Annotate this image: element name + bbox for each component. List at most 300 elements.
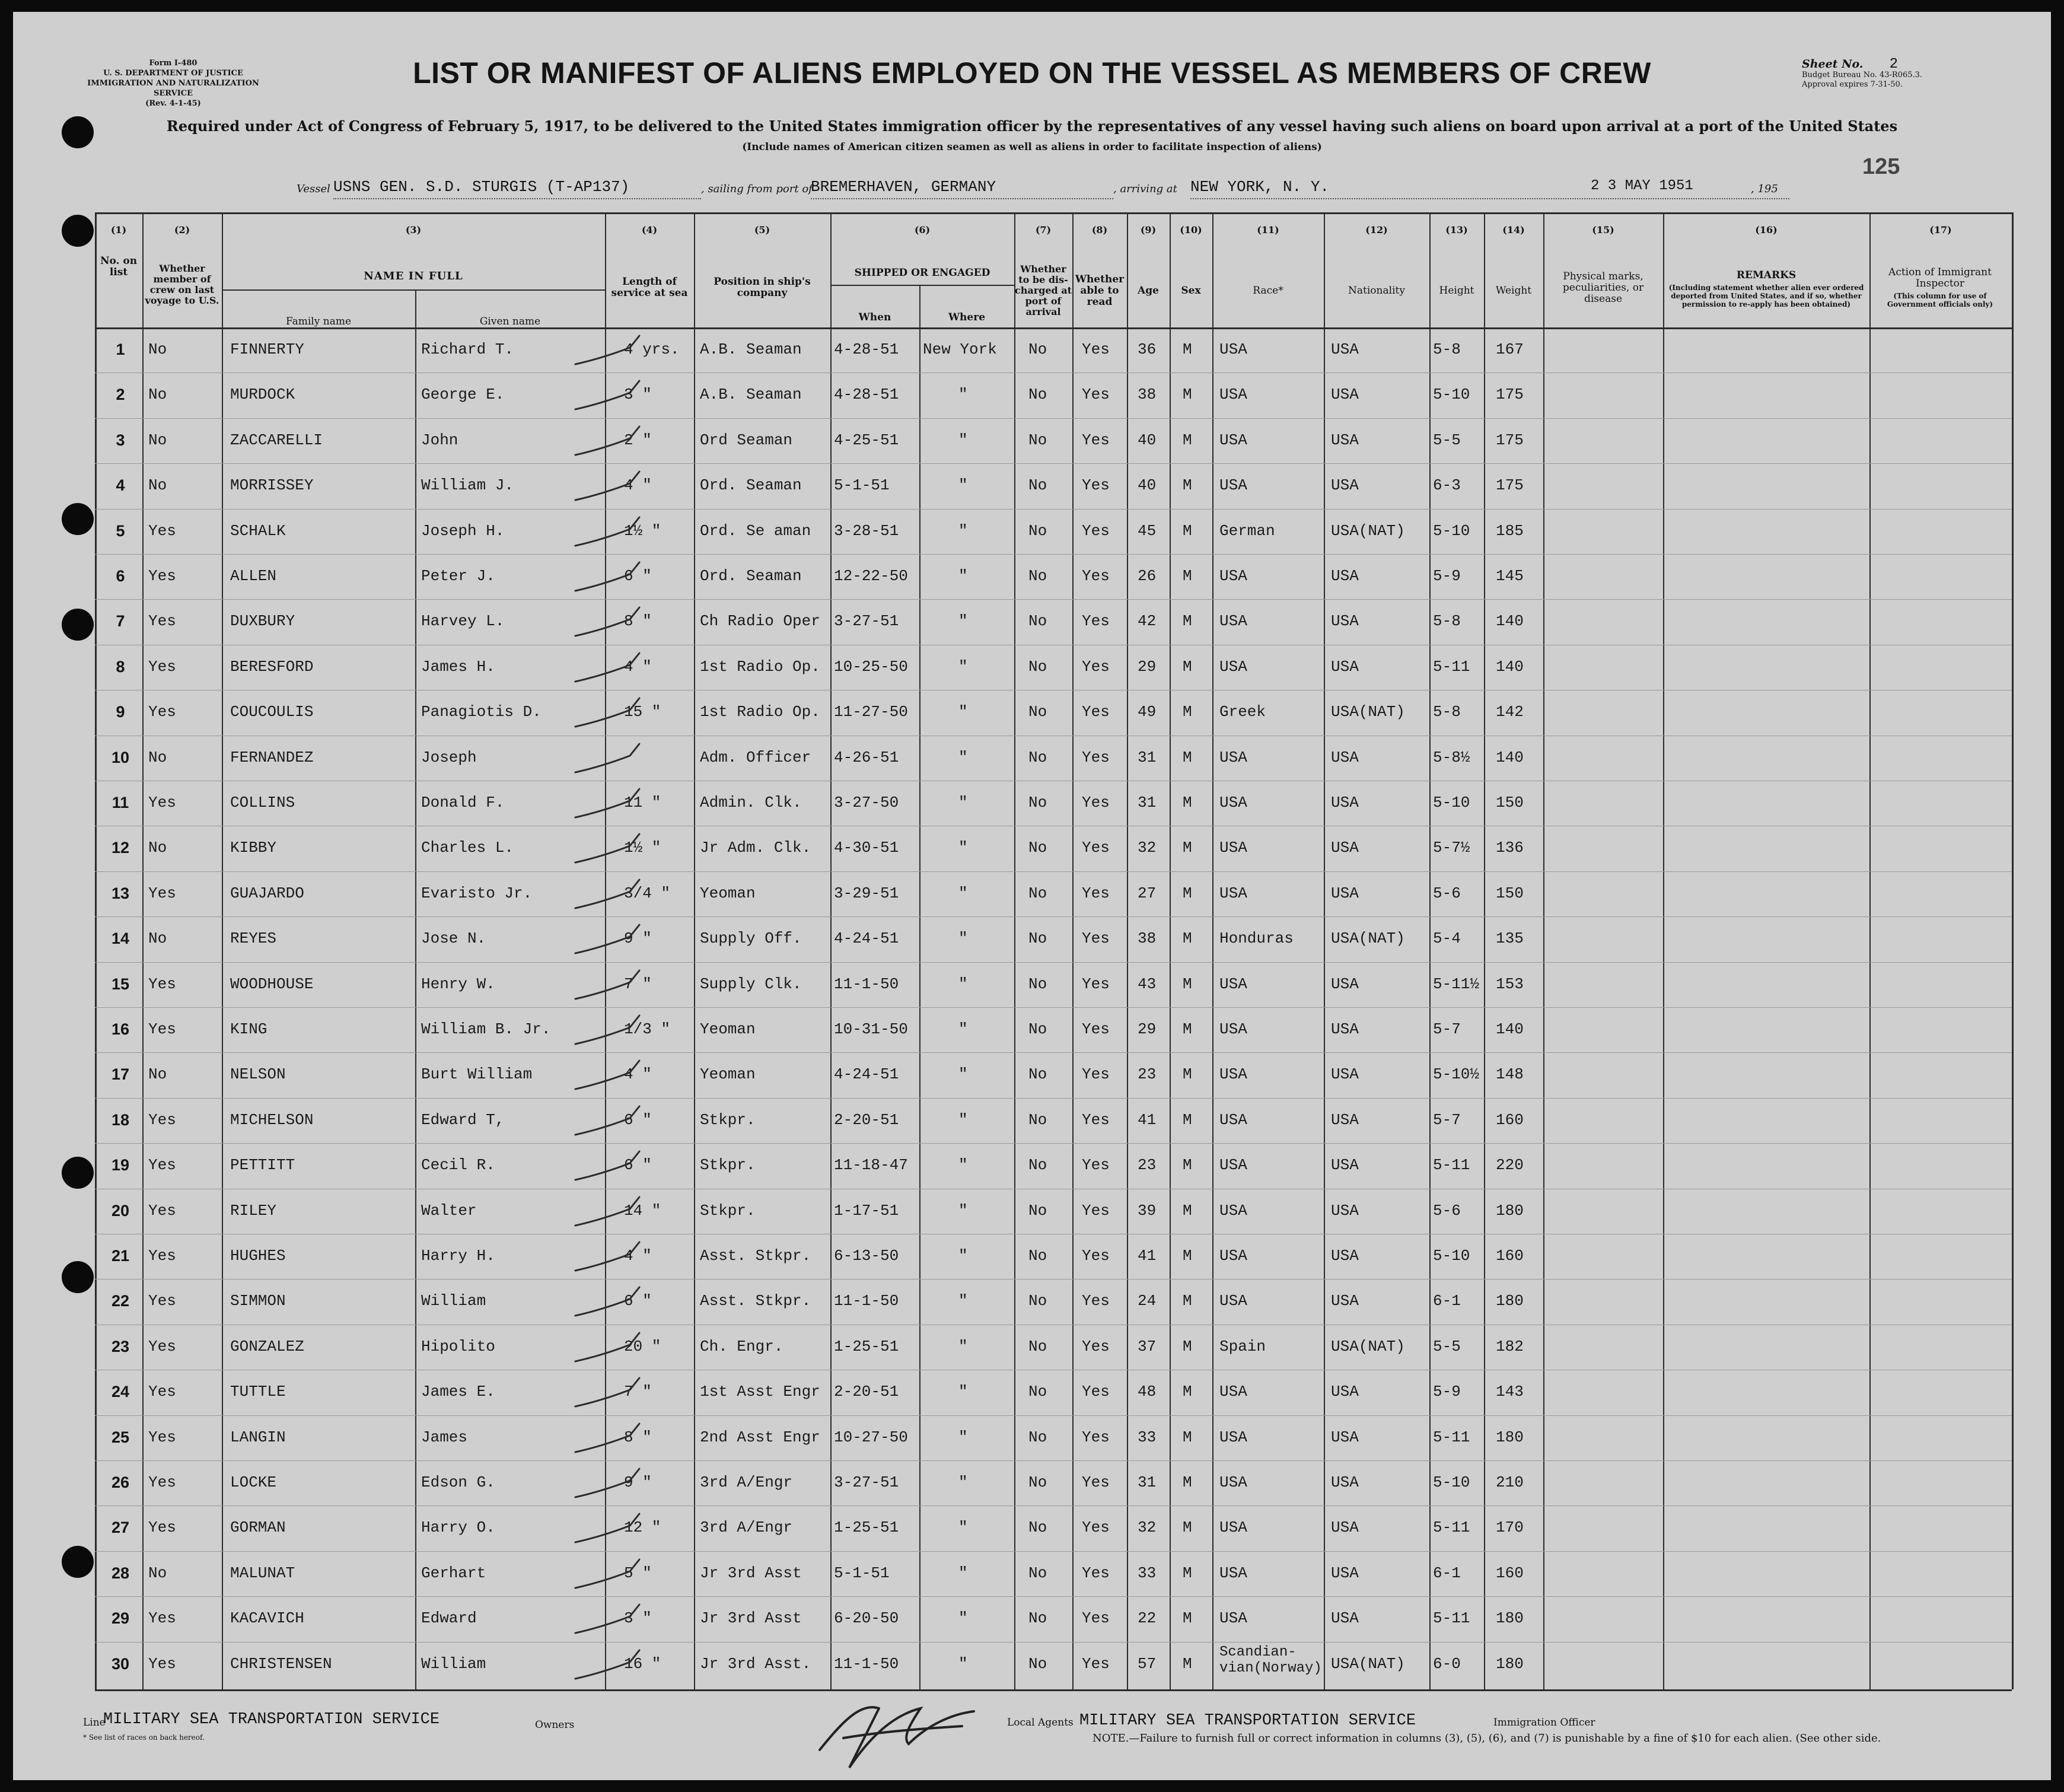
cell-when: 4-26-51 <box>834 748 899 766</box>
cell-weight: 185 <box>1496 521 1524 540</box>
header-no-on-list <box>95 237 142 297</box>
row-divider <box>95 1415 2012 1416</box>
sailing-label: , sailing from port of <box>701 183 813 195</box>
cell-last-voyage: Yes <box>148 884 176 902</box>
cell-given-name: William B. Jr. <box>421 1020 551 1038</box>
cell-discharged: No <box>1028 657 1047 676</box>
header-text: REMARKS <box>1736 269 1797 281</box>
cell-height: 5-10½ <box>1433 1065 1480 1084</box>
cell-service: 16 " <box>624 1654 661 1673</box>
cell-nationality: USA(NAT) <box>1331 521 1405 540</box>
cell-race: Spain <box>1219 1337 1266 1355</box>
cell-where: " <box>958 884 968 902</box>
cell-height: 5-11 <box>1433 1428 1470 1446</box>
cell-given-name: Edson G. <box>421 1473 495 1491</box>
column-number: (10) <box>1180 224 1202 235</box>
cell-last-voyage: Yes <box>148 1247 176 1265</box>
cell-nationality: USA(NAT) <box>1331 1654 1405 1673</box>
cell-row-number: 15 <box>111 975 130 993</box>
cell-last-voyage: Yes <box>148 1428 176 1446</box>
column-divider <box>694 212 695 1689</box>
header-text: Race* <box>1253 284 1283 297</box>
cell-height: 5-5 <box>1433 1337 1461 1355</box>
cell-when: 10-25-50 <box>834 657 908 676</box>
cell-family-name: DUXBURY <box>230 612 295 631</box>
header-text: Sex <box>1181 284 1201 297</box>
header-position <box>694 249 830 326</box>
cell-height: 5-11 <box>1433 657 1470 676</box>
cell-sex: M <box>1183 1247 1192 1265</box>
cell-age: 33 <box>1138 1428 1157 1446</box>
cell-weight: 182 <box>1496 1337 1524 1355</box>
cell-given-name: James E. <box>421 1383 495 1401</box>
cell-weight: 150 <box>1496 794 1524 811</box>
cell-given-name: Edward <box>421 1609 477 1628</box>
cell-able-read: Yes <box>1082 612 1110 631</box>
cell-row-number: 21 <box>111 1247 130 1265</box>
cell-able-read: Yes <box>1082 1156 1110 1174</box>
header-text: Whether able to read <box>1075 273 1125 308</box>
cell-sex: M <box>1183 1383 1192 1401</box>
cell-family-name: BERESFORD <box>230 657 314 676</box>
cell-position: 1st Radio Op. <box>700 703 820 721</box>
cell-nationality: USA <box>1331 1020 1359 1038</box>
cell-discharged: No <box>1028 839 1047 857</box>
cell-weight: 140 <box>1496 748 1524 766</box>
cell-able-read: Yes <box>1082 1383 1110 1401</box>
cell-given-name: John <box>421 431 458 449</box>
cell-position: Ord Seaman <box>700 431 793 449</box>
cell-row-number: 29 <box>111 1609 130 1628</box>
cell-last-voyage: No <box>148 431 167 449</box>
cell-race: Scandian-vian(Norway) <box>1219 1644 1322 1676</box>
cell-discharged: No <box>1028 476 1047 495</box>
cell-where: " <box>958 794 968 811</box>
header-last-voyage <box>142 237 222 332</box>
cell-age: 22 <box>1138 1609 1157 1628</box>
cell-position: Jr Adm. Clk. <box>700 839 811 857</box>
cell-position: Stkpr. <box>700 1156 756 1174</box>
cell-last-voyage: Yes <box>148 567 176 585</box>
row-divider <box>95 1007 2012 1008</box>
cell-sex: M <box>1183 794 1192 811</box>
cell-nationality: USA <box>1331 975 1359 993</box>
form-number: Form I-480 <box>149 59 198 68</box>
cell-race: USA <box>1219 1110 1247 1129</box>
cell-height: 5-8 <box>1433 340 1461 358</box>
cell-service: 3 " <box>624 386 652 404</box>
cell-given-name: Richard T. <box>421 340 514 358</box>
cell-able-read: Yes <box>1082 1609 1110 1628</box>
header-text: Weight <box>1495 284 1532 297</box>
cell-able-read: Yes <box>1082 521 1110 540</box>
cell-sex: M <box>1183 340 1192 358</box>
cell-race: USA <box>1219 1519 1247 1537</box>
cell-race: USA <box>1219 794 1247 811</box>
cell-sex: M <box>1183 1473 1192 1491</box>
cell-last-voyage: Yes <box>148 794 176 811</box>
cell-able-read: Yes <box>1082 1020 1110 1038</box>
cell-row-number: 18 <box>111 1110 130 1129</box>
year-suffix: , 195 <box>1751 183 1778 195</box>
cell-family-name: KACAVICH <box>230 1609 304 1628</box>
cell-where: " <box>958 1337 968 1355</box>
cell-height: 5-9 <box>1433 1383 1461 1401</box>
cell-sex: M <box>1183 930 1192 948</box>
cell-last-voyage: Yes <box>148 1383 176 1401</box>
header-action <box>1869 249 2011 326</box>
header-text: Height <box>1439 284 1474 297</box>
cell-family-name: LOCKE <box>230 1473 277 1491</box>
cell-given-name: George E. <box>421 386 505 404</box>
header-family-name <box>222 304 415 339</box>
cell-where: " <box>958 1020 968 1038</box>
cell-last-voyage: No <box>148 340 167 358</box>
column-number: (1) <box>110 224 127 235</box>
header-text: When <box>858 311 891 323</box>
cell-family-name: GONZALEZ <box>230 1337 304 1355</box>
cell-able-read: Yes <box>1082 1292 1110 1310</box>
cell-sex: M <box>1183 1201 1192 1220</box>
cell-when: 11-1-50 <box>834 1654 899 1673</box>
cell-sex: M <box>1183 657 1192 676</box>
cell-last-voyage: Yes <box>148 1337 176 1355</box>
column-number: (16) <box>1755 224 1778 235</box>
cell-height: 5-7 <box>1433 1020 1461 1038</box>
column-number: (15) <box>1592 224 1614 235</box>
cell-age: 27 <box>1138 884 1157 902</box>
cell-family-name: SCHALK <box>230 521 286 540</box>
cell-height: 5-11 <box>1433 1156 1470 1174</box>
vessel-label: Vessel <box>297 183 330 195</box>
cell-height: 5-7½ <box>1433 839 1470 857</box>
cell-sex: M <box>1183 1156 1192 1174</box>
cell-where: " <box>958 521 968 540</box>
cell-able-read: Yes <box>1082 340 1110 358</box>
cell-race: Greek <box>1219 703 1266 721</box>
header-name-in-full <box>222 255 605 297</box>
cell-sex: M <box>1183 1519 1192 1537</box>
cell-sex: M <box>1183 1609 1192 1628</box>
cell-sex: M <box>1183 386 1192 404</box>
header-discharged <box>1014 243 1072 338</box>
cell-sex: M <box>1183 1337 1192 1355</box>
cell-height: 5-10 <box>1433 1247 1470 1265</box>
cell-position: Jr 3rd Asst. <box>700 1654 811 1673</box>
row-divider <box>95 871 2012 872</box>
cell-position: 3rd A/Engr <box>700 1473 793 1491</box>
header-given-name <box>415 304 605 339</box>
cell-age: 33 <box>1138 1564 1157 1582</box>
cell-weight: 145 <box>1496 567 1524 585</box>
sheet-number-box <box>1802 56 1980 90</box>
cell-able-read: Yes <box>1082 975 1110 993</box>
cell-where: " <box>958 703 968 721</box>
cell-nationality: USA <box>1331 1065 1359 1084</box>
cell-when: 10-31-50 <box>834 1020 908 1038</box>
cell-race: USA <box>1219 1428 1247 1446</box>
cell-race: USA <box>1219 1247 1247 1265</box>
cell-weight: 210 <box>1496 1473 1524 1491</box>
cell-nationality: USA <box>1331 1609 1359 1628</box>
agents-value: MILITARY SEA TRANSPORTATION SERVICE <box>1079 1712 1416 1730</box>
cell-row-number: 2 <box>116 386 125 404</box>
cell-row-number: 14 <box>111 930 130 948</box>
column-divider <box>1429 212 1431 1689</box>
row-divider <box>95 554 2012 555</box>
cell-when: 4-28-51 <box>834 340 899 358</box>
cell-given-name: Donald F. <box>421 794 505 811</box>
cell-race: Honduras <box>1219 930 1294 948</box>
cell-given-name: Charles L. <box>421 839 514 857</box>
cell-given-name: Evaristo Jr. <box>421 884 533 902</box>
cell-position: A.B. Seaman <box>700 386 802 404</box>
cell-service: 1/3 " <box>624 1020 671 1038</box>
cell-race: USA <box>1219 386 1247 404</box>
cell-when: 6-20-50 <box>834 1609 899 1628</box>
cell-weight: 160 <box>1496 1564 1524 1582</box>
cell-race: USA <box>1219 1383 1247 1401</box>
cell-row-number: 17 <box>111 1065 130 1084</box>
cell-height: 5-10 <box>1433 386 1470 404</box>
cell-age: 23 <box>1138 1156 1157 1174</box>
cell-service: 8 " <box>624 612 652 631</box>
cell-sex: M <box>1183 567 1192 585</box>
header-text: Action of Immigrant Inspector <box>1888 266 1992 289</box>
cell-family-name: HUGHES <box>230 1247 286 1265</box>
cell-discharged: No <box>1028 1110 1047 1129</box>
header-text: Physical marks, peculiarities, or disease <box>1562 270 1644 305</box>
sheet-number: 2 <box>1889 56 1898 72</box>
cell-where: " <box>958 612 968 631</box>
cell-height: 5-10 <box>1433 1473 1470 1491</box>
cell-service: 5 " <box>624 1564 652 1582</box>
header-text: No. on list <box>100 255 138 278</box>
column-number: (17) <box>1929 224 1952 235</box>
cell-last-voyage: Yes <box>148 1292 176 1310</box>
cell-service: 7 " <box>624 975 652 993</box>
cell-position: Yeoman <box>700 1020 756 1038</box>
cell-able-read: Yes <box>1082 1247 1110 1265</box>
cell-height: 5-6 <box>1433 1201 1461 1220</box>
cell-service: 11 " <box>624 794 661 811</box>
cell-able-read: Yes <box>1082 884 1110 902</box>
column-divider <box>830 212 832 1689</box>
cell-last-voyage: No <box>148 930 167 948</box>
cell-row-number: 26 <box>111 1473 130 1491</box>
cell-able-read: Yes <box>1082 567 1110 585</box>
cell-position: Adm. Officer <box>700 748 811 766</box>
cell-given-name: Peter J. <box>421 567 495 585</box>
cell-last-voyage: Yes <box>148 1473 176 1491</box>
cell-weight: 180 <box>1496 1654 1524 1673</box>
cell-row-number: 7 <box>116 612 125 631</box>
row-divider <box>95 599 2012 600</box>
cell-race: USA <box>1219 1564 1247 1582</box>
cell-last-voyage: No <box>148 748 167 766</box>
cell-row-number: 8 <box>116 657 125 676</box>
header-text: Whether member of crew on last voyage to U.S. <box>145 263 219 306</box>
cell-last-voyage: Yes <box>148 521 176 540</box>
cell-family-name: ZACCARELLI <box>230 431 323 449</box>
cell-last-voyage: Yes <box>148 1156 176 1174</box>
cell-race: USA <box>1219 1473 1247 1491</box>
cell-where: " <box>958 431 968 449</box>
column-divider <box>605 212 606 1689</box>
header-able-read <box>1072 261 1127 320</box>
cell-height: 5-11½ <box>1433 975 1480 993</box>
cell-row-number: 23 <box>111 1337 130 1355</box>
cell-position: Yeoman <box>700 884 756 902</box>
vessel-name: USNS GEN. S.D. STURGIS (T-AP137) <box>333 178 630 196</box>
cell-position: Supply Off. <box>700 930 802 948</box>
cell-sex: M <box>1183 1654 1192 1673</box>
cell-nationality: USA <box>1331 1247 1359 1265</box>
cell-where: " <box>958 1247 968 1265</box>
include-note: (Include names of American citizen seamen as well as aliens in order to facilitate inspection of aliens) <box>742 141 1322 153</box>
column-divider <box>1869 212 1871 1689</box>
header-shipped-engaged <box>830 249 1014 297</box>
cell-age: 40 <box>1138 476 1157 495</box>
cell-discharged: No <box>1028 1428 1047 1446</box>
cell-age: 32 <box>1138 839 1157 857</box>
header-text: Position in ship's company <box>714 276 811 299</box>
cell-discharged: No <box>1028 1609 1047 1628</box>
cell-height: 5-7 <box>1433 1110 1461 1129</box>
cell-family-name: LANGIN <box>230 1428 286 1446</box>
cell-sex: M <box>1183 1065 1192 1084</box>
binder-hole <box>62 1157 94 1189</box>
cell-given-name: James <box>421 1428 468 1446</box>
cell-when: 5-1-51 <box>834 1564 890 1582</box>
column-divider <box>1212 212 1213 1689</box>
cell-weight: 160 <box>1496 1247 1524 1265</box>
cell-family-name: GUAJARDO <box>230 884 304 902</box>
cell-able-read: Yes <box>1082 1337 1110 1355</box>
cell-sex: M <box>1183 748 1192 766</box>
cell-where: " <box>958 1383 968 1401</box>
cell-given-name: Cecil R. <box>421 1156 495 1174</box>
cell-nationality: USA <box>1331 657 1359 676</box>
header-physical-marks <box>1543 255 1663 320</box>
cell-age: 45 <box>1138 521 1157 540</box>
cell-last-voyage: No <box>148 1065 167 1084</box>
cell-position: Ch. Engr. <box>700 1337 783 1355</box>
cell-row-number: 6 <box>116 567 125 585</box>
row-divider <box>95 1052 2012 1053</box>
cell-family-name: ALLEN <box>230 567 277 585</box>
column-divider <box>415 289 416 1689</box>
cell-row-number: 4 <box>116 476 125 495</box>
cell-race: USA <box>1219 612 1247 631</box>
header-text: Where <box>948 311 986 323</box>
column-number: (5) <box>754 224 770 235</box>
cell-race: USA <box>1219 431 1247 449</box>
cell-service: 14 " <box>624 1201 661 1220</box>
column-divider <box>1484 212 1485 1689</box>
cell-height: 5-8½ <box>1433 748 1470 766</box>
cell-nationality: USA <box>1331 1383 1359 1401</box>
cell-discharged: No <box>1028 1383 1047 1401</box>
cell-row-number: 25 <box>111 1428 130 1446</box>
cell-where: " <box>958 1156 968 1174</box>
cell-nationality: USA <box>1331 431 1359 449</box>
cell-last-voyage: Yes <box>148 1020 176 1038</box>
cell-service: 8 " <box>624 1428 652 1446</box>
cell-weight: 220 <box>1496 1156 1524 1174</box>
cell-position: Ch Radio Oper <box>700 612 820 631</box>
cell-weight: 150 <box>1496 884 1524 902</box>
cell-row-number: 9 <box>116 703 125 721</box>
cell-where: " <box>958 1609 968 1628</box>
cell-position: Ord. Se aman <box>700 521 811 540</box>
cell-service: 4 " <box>624 1247 652 1265</box>
owners-label: Owners <box>535 1719 575 1731</box>
cell-height: 5-8 <box>1433 612 1461 631</box>
cell-discharged: No <box>1028 1020 1047 1038</box>
immigration-officer-label: Immigration Officer <box>1493 1717 1595 1729</box>
cell-position: Stkpr. <box>700 1201 756 1220</box>
table-bottom-border <box>95 1689 2012 1691</box>
cell-able-read: Yes <box>1082 1654 1110 1673</box>
row-divider <box>95 509 2012 510</box>
cell-position: 2nd Asst Engr <box>700 1428 820 1446</box>
cell-family-name: REYES <box>230 930 277 948</box>
cell-service: 6 " <box>624 1156 652 1174</box>
cell-able-read: Yes <box>1082 1428 1110 1446</box>
cell-given-name: Burt William <box>421 1065 533 1084</box>
cell-given-name: Harvey L. <box>421 612 505 631</box>
binder-hole <box>62 1546 94 1578</box>
cell-when: 3-28-51 <box>834 521 899 540</box>
column-number: (8) <box>1091 224 1108 235</box>
cell-service: 4 " <box>624 476 652 495</box>
cell-when: 1-25-51 <box>834 1519 899 1537</box>
row-divider <box>95 1460 2012 1461</box>
cell-where: " <box>958 1201 968 1220</box>
cell-when: 3-29-51 <box>834 884 899 902</box>
cell-nationality: USA(NAT) <box>1331 1337 1405 1355</box>
cell-weight: 148 <box>1496 1065 1524 1084</box>
cell-able-read: Yes <box>1082 748 1110 766</box>
cell-nationality: USA(NAT) <box>1331 930 1405 948</box>
cell-where: New York <box>923 340 997 358</box>
cell-family-name: COUCOULIS <box>230 703 314 721</box>
page-stamp: 125 <box>1862 154 1900 179</box>
row-divider <box>95 1143 2012 1144</box>
cell-weight: 142 <box>1496 703 1524 721</box>
header-weight <box>1484 261 1543 320</box>
cell-given-name: Joseph <box>421 748 477 766</box>
cell-when: 11-1-50 <box>834 975 899 993</box>
header-text: Length of service at sea <box>611 276 688 299</box>
signature <box>808 1685 986 1774</box>
cell-when: 3-27-51 <box>834 1473 899 1491</box>
cell-discharged: No <box>1028 340 1047 358</box>
cell-when: 4-24-51 <box>834 930 899 948</box>
cell-service: 4 " <box>624 657 652 676</box>
cell-able-read: Yes <box>1082 703 1110 721</box>
header-remarks <box>1663 244 1869 333</box>
column-number: (13) <box>1445 224 1468 235</box>
header-where <box>919 303 1014 332</box>
cell-when: 4-25-51 <box>834 431 899 449</box>
cell-family-name: MALUNAT <box>230 1564 295 1582</box>
cell-nationality: USA <box>1331 748 1359 766</box>
cell-weight: 180 <box>1496 1428 1524 1446</box>
cell-service: 4 " <box>624 1065 652 1084</box>
cell-nationality: USA <box>1331 1292 1359 1310</box>
